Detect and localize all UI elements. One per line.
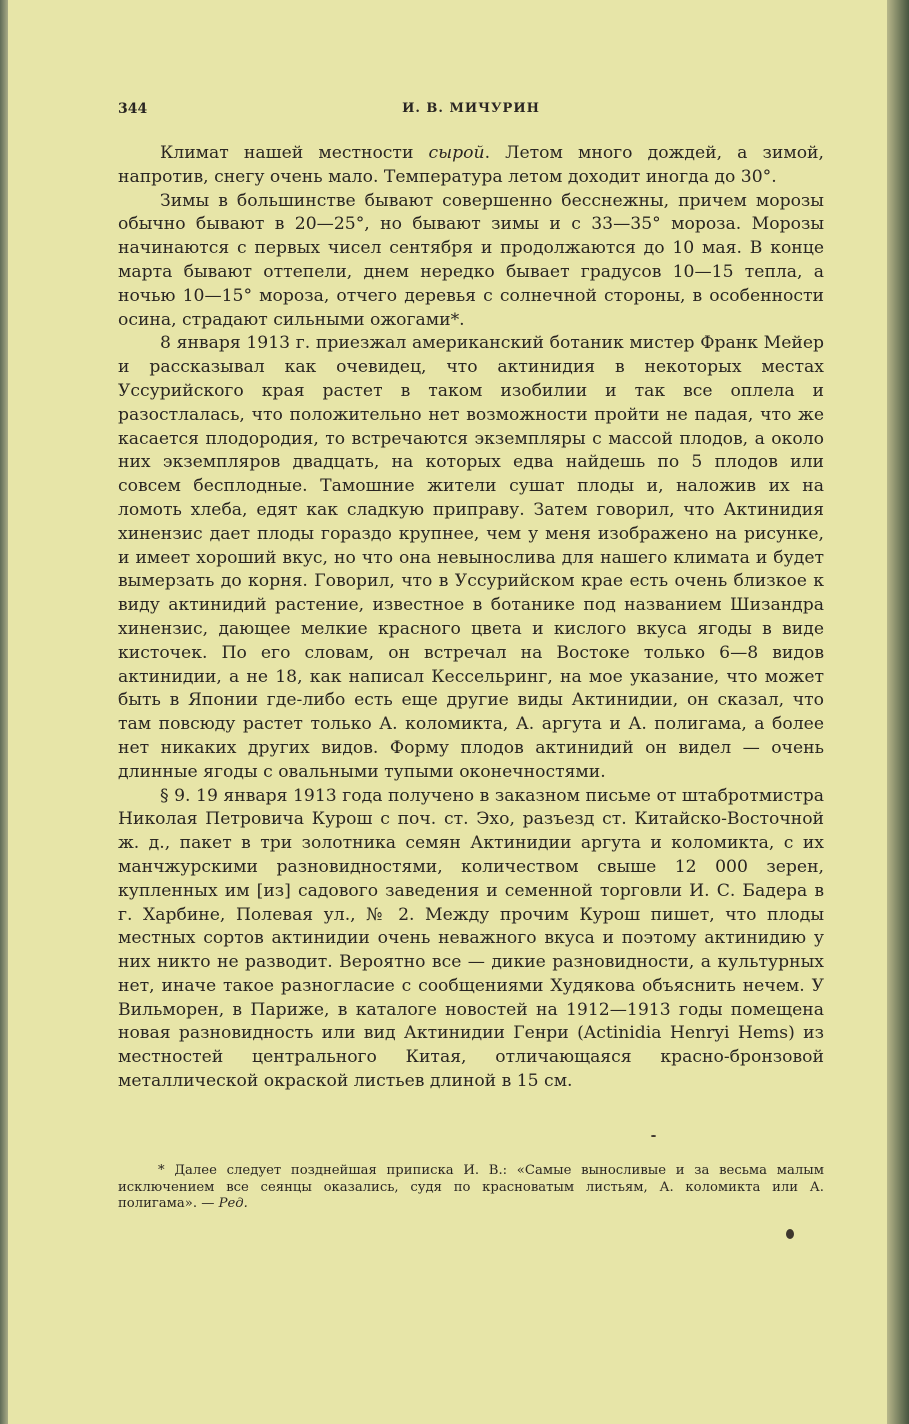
page-number: 344 [118,101,148,117]
page-header [118,101,824,121]
ink-spot [651,1135,656,1137]
editor-mark: Ред. [218,1196,248,1211]
paragraph: Зимы в большинстве бывают совершенно бесснежны, причем морозы обычно бывают в 20—25°, но бывают зимы и с 33—35° мороза. Морозы начинаются с первых чисел сентября и продолжаются до 10 мая. В конце марта бывают оттепели, днем нередко бывает градусов 10—15 тепла, а ночью 10—15° мороза, отчего деревья с солнечной стороны, в особенности осина, страдают сильными ожогами*. [118,190,824,330]
main-text [118,142,824,1094]
paragraph-text: . Летом много дождей, а зимой, напротив, снегу очень мало. Температура летом доходит иногда до 30°. [118,143,824,187]
paragraph: 8 января 1913 г. приезжал американский ботаник мистер Франк Мейер и рассказывал как очевидец, что актинидия в некоторых местах Уссурийского края растет в таком изобилии и так все оплела и разостлалась, что положительно нет возможности пройти не падая, что же касается плодородия, то встречаются экземпляры с массой плодов, а около них экземпляров двадцать, на которых едва найдешь по 5 плодов или совсем бесплодные. Тамошние жители сушат плоды и, наложив их на ломоть хлеба, едят как сладкую приправу. Затем говорил, что Актинидия хинензис дает плоды гораздо крупнее, чем у меня изображено на рисунке, и имеет хороший вкус, но что она невынослива для нашего климата и будет вымерзать до корня. Говорил, что в Уссурийском крае есть очень близкое к виду актинидий растение, известное в ботанике под названием Шизандра хинензис, дающее мелкие красного цвета и кислого вкуса ягоды в виде кисточек. По его словам, он встречал на Востоке только 6—8 видов актинидии, а не 18, как написал Кессельринг, на мое указание, что может быть в Японии где-либо есть еще другие виды Актинидии, он сказал, что там повсюду растет только А. коломикта, А. аргута и А. полигама, а более нет никаких других видов. Форму плодов актинидий он видел — очень длинные ягоды с овальными тупыми оконечностями. [118,333,824,782]
paragraph [118,142,824,190]
footnote-text: * Далее следует позднейшая приписка И. В.: «Самые выносливые и за весьма малым исключением все сеянцы оказались, судя по красноватым листьям, А. коломикта или А. полигама». — [118,1163,824,1211]
footnote-paragraph [118,1163,824,1213]
footnote [118,1163,824,1213]
emphasized-word: сырой [428,143,485,163]
page-scan-edge-left [0,0,8,1424]
paragraph: § 9. 19 января 1913 года получено в заказном письме от штабротмистра Николая Петровича Курош с поч. ст. Эхо, разъезд ст. Китайско-Восточной ж. д., пакет в три золотника семян Актинидии аргута и коломикта, с их манчжурскими разновидностями, количеством свыше 12 000 зерен, купленных им [из] садового заведения и семенной торговли И. С. Бадера в г. Харбине, Полевая ул., № 2. Между прочим Курош пишет, что плоды местных сортов актинидии очень неважного вкуса и поэтому актинидию у них никто не разводит. Вероятно все — дикие разновидности, а культурных нет, иначе такое разногласие с сообщениями Худякова объяснить нечем. У Вильморен, в Париже, в каталоге новостей на 1912—1913 годы помещена новая разновидность или вид Актинидии Генри (Actinidia Henryi Hems) из местностей центрального Китая, отличающаяся красно-бронзовой металлической окраской листьев длиной в 15 см. [118,785,824,1092]
page-scan-edge-right [887,0,909,1424]
ink-spot [786,1229,794,1239]
running-title: И. В. МИЧУРИН [402,101,540,116]
paragraph-text: Климат нашей местности [160,143,429,163]
